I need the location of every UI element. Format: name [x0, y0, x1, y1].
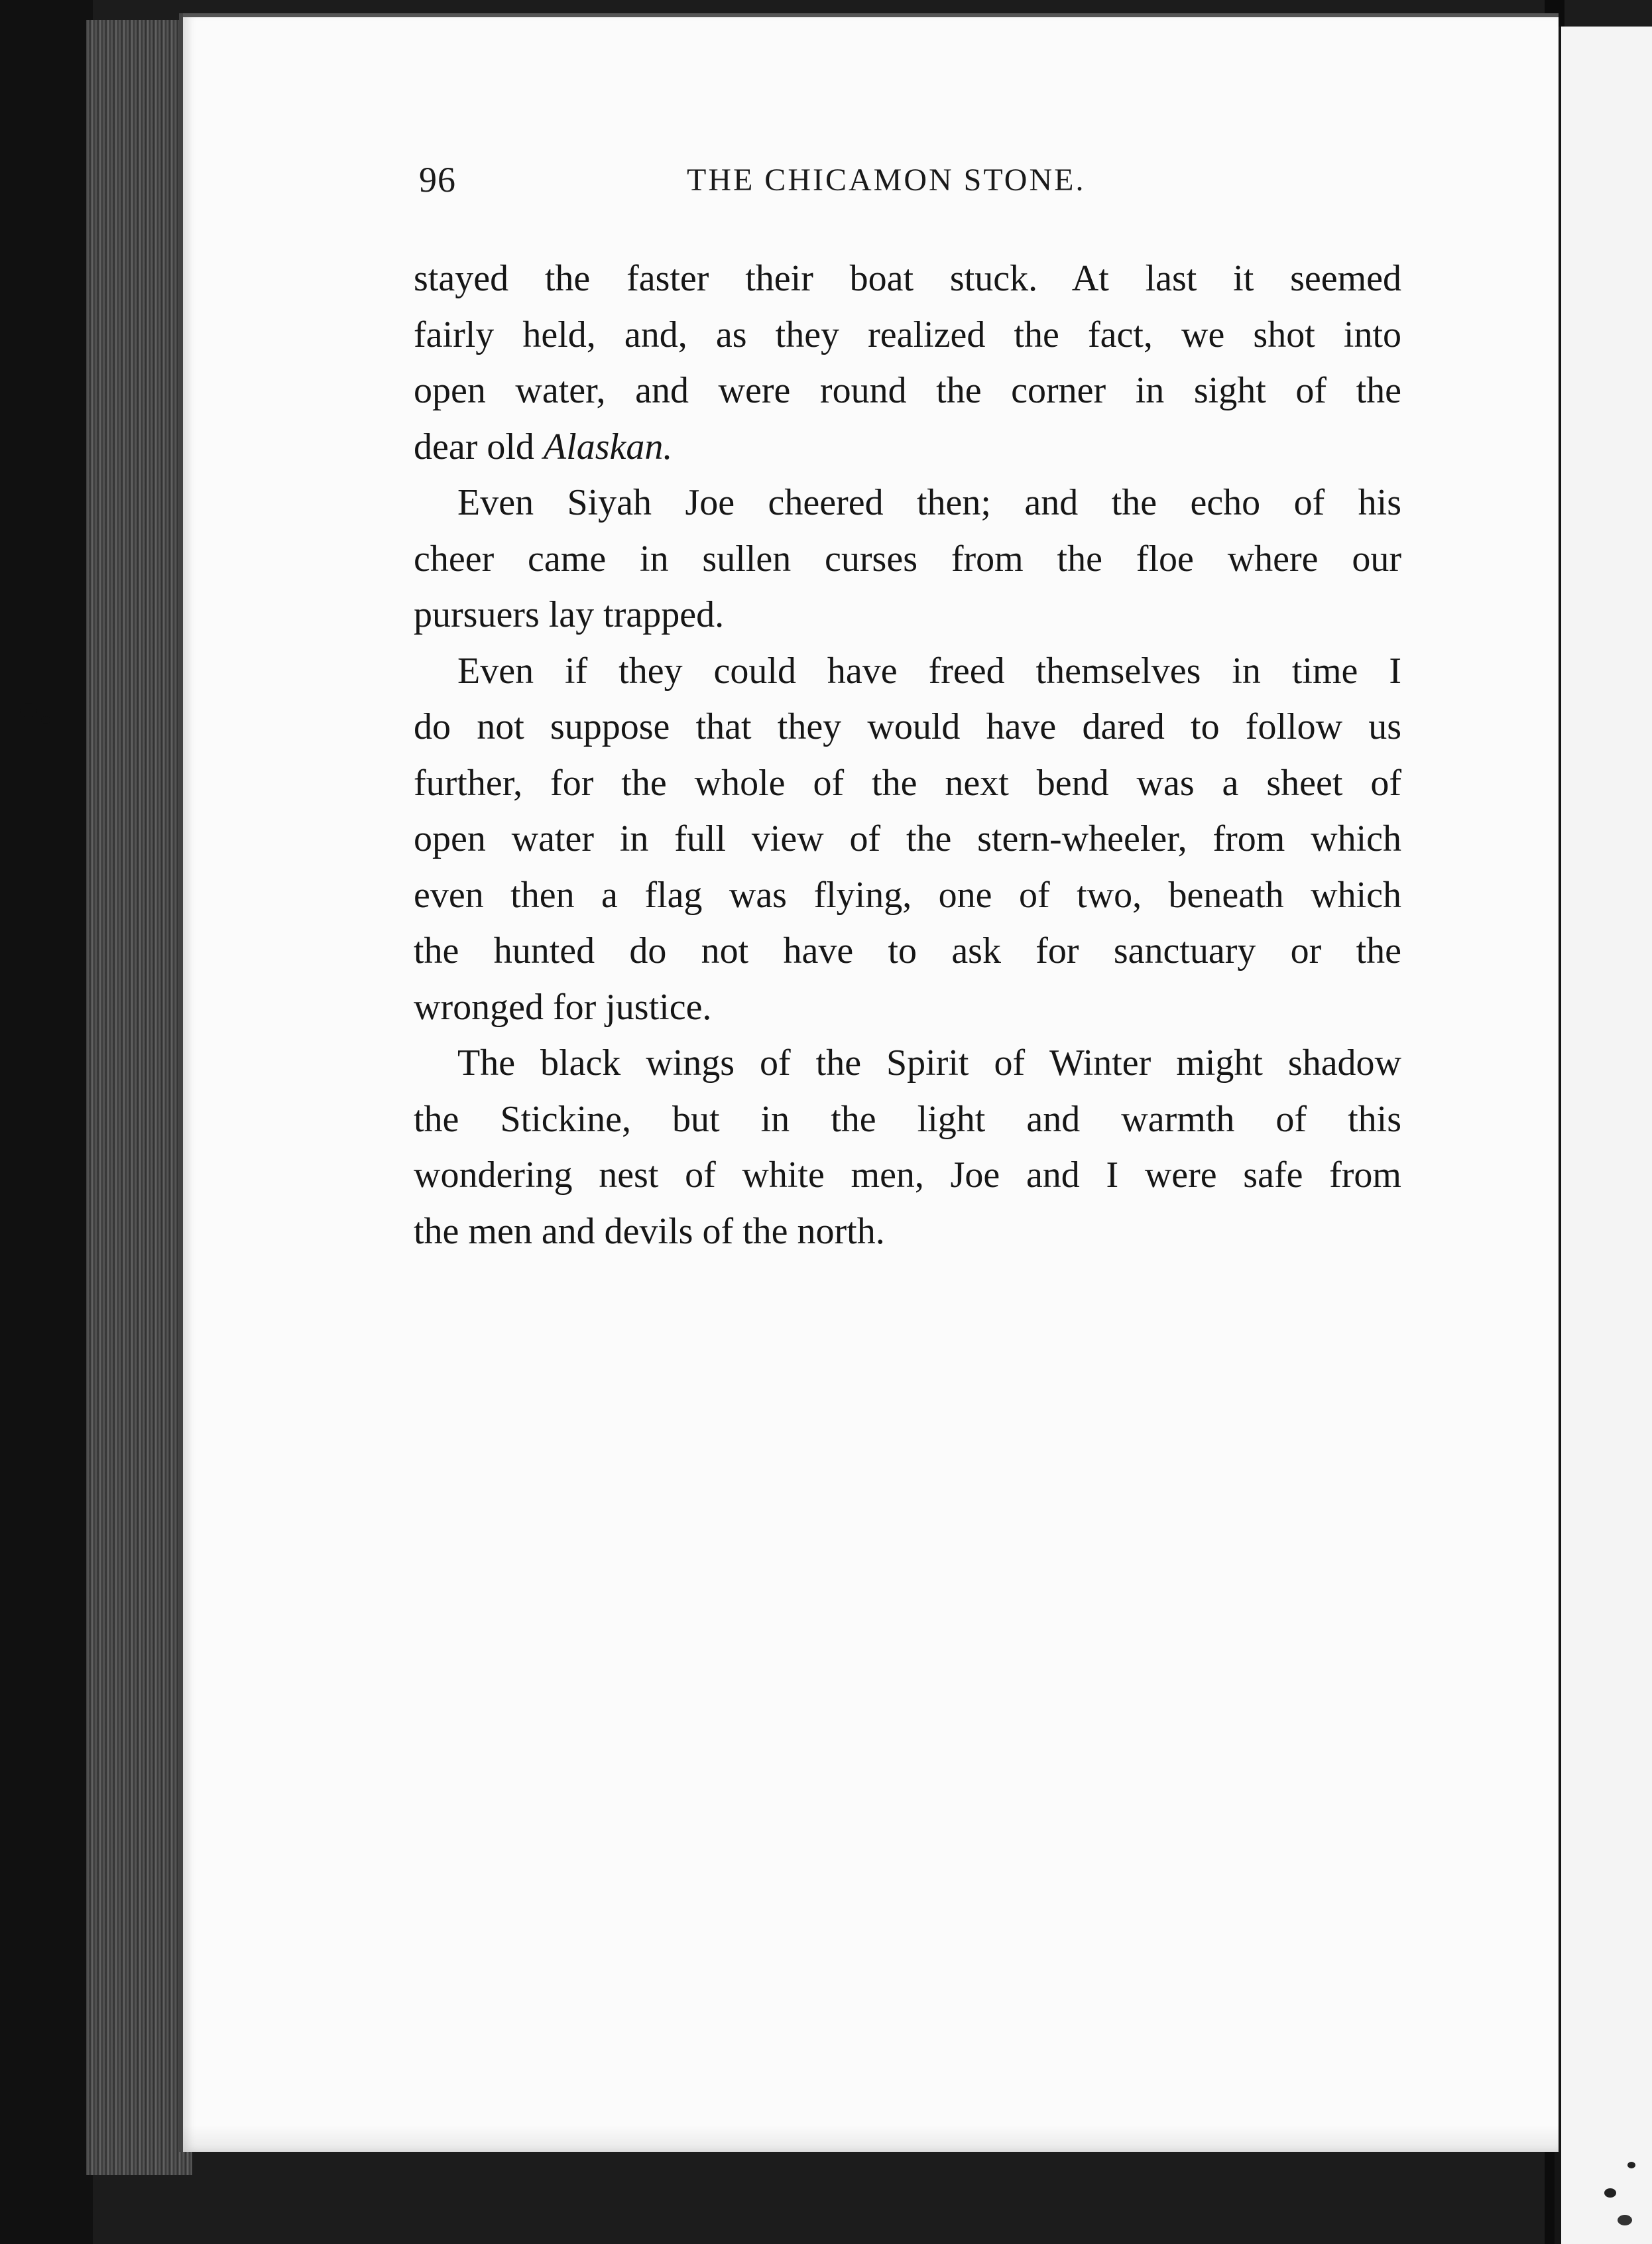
page-number: 96	[419, 160, 456, 200]
scan-left-margin	[0, 0, 93, 2244]
running-title: THE CHICAMON STONE.	[687, 162, 1086, 198]
paragraph-2	[414, 475, 1401, 643]
text-line: wronged for justice.	[414, 986, 712, 1028]
text-line: even then a flag was flying, one of two, beneath which	[414, 874, 1401, 916]
scan-speck	[1618, 2215, 1632, 2225]
text-line: Even if they could have freed themselves in time I	[457, 650, 1401, 692]
text-line: the men and devils of the north.	[414, 1210, 885, 1252]
text-line: further, for the whole of the next bend was a sheet of	[414, 762, 1401, 804]
text-line: Even Siyah Joe cheered then; and the echo of his	[457, 482, 1401, 523]
page-bottom-shadow	[183, 2125, 1559, 2152]
text-line: do not suppose that they would have dared to follow us	[414, 706, 1401, 747]
text-line: the Stickine, but in the light and warmth of this	[414, 1098, 1401, 1140]
text-line: pursuers lay trapped.	[414, 594, 725, 635]
paragraph-3	[414, 643, 1401, 1036]
paragraph-1	[414, 251, 1401, 475]
text-line-start: dear old	[414, 426, 544, 468]
text-line: fairly held, and, as they realized the fact, we shot into	[414, 314, 1401, 355]
running-header	[419, 159, 1143, 219]
scan-speck	[20, 703, 37, 717]
scan-speck	[1627, 2162, 1635, 2168]
text-line: cheer came in sullen curses from the floe where our	[414, 538, 1401, 580]
paragraph-4	[414, 1035, 1401, 1259]
text-line: the hunted do not have to ask for sanctuary or the	[414, 930, 1401, 971]
book-page-edges	[86, 20, 192, 2175]
ship-name-italic: Alaskan.	[543, 426, 673, 468]
text-line: open water, and were round the corner in sight of the	[414, 370, 1401, 411]
text-line: stayed the faster their boat stuck. At last it seemed	[414, 258, 1401, 299]
text-line	[414, 419, 1401, 475]
text-line: wondering nest of white men, Joe and I were safe from	[414, 1154, 1401, 1196]
text-line: The black wings of the Spirit of Winter might shadow	[457, 1042, 1401, 1084]
facing-page-edge	[1555, 27, 1652, 2244]
body-text	[414, 251, 1401, 1259]
scan-speck	[1604, 2188, 1616, 2198]
page-top-edge	[183, 13, 1559, 17]
scan-speck	[41, 716, 50, 724]
text-line: open water in full view of the stern-wheeler, from which	[414, 818, 1401, 859]
